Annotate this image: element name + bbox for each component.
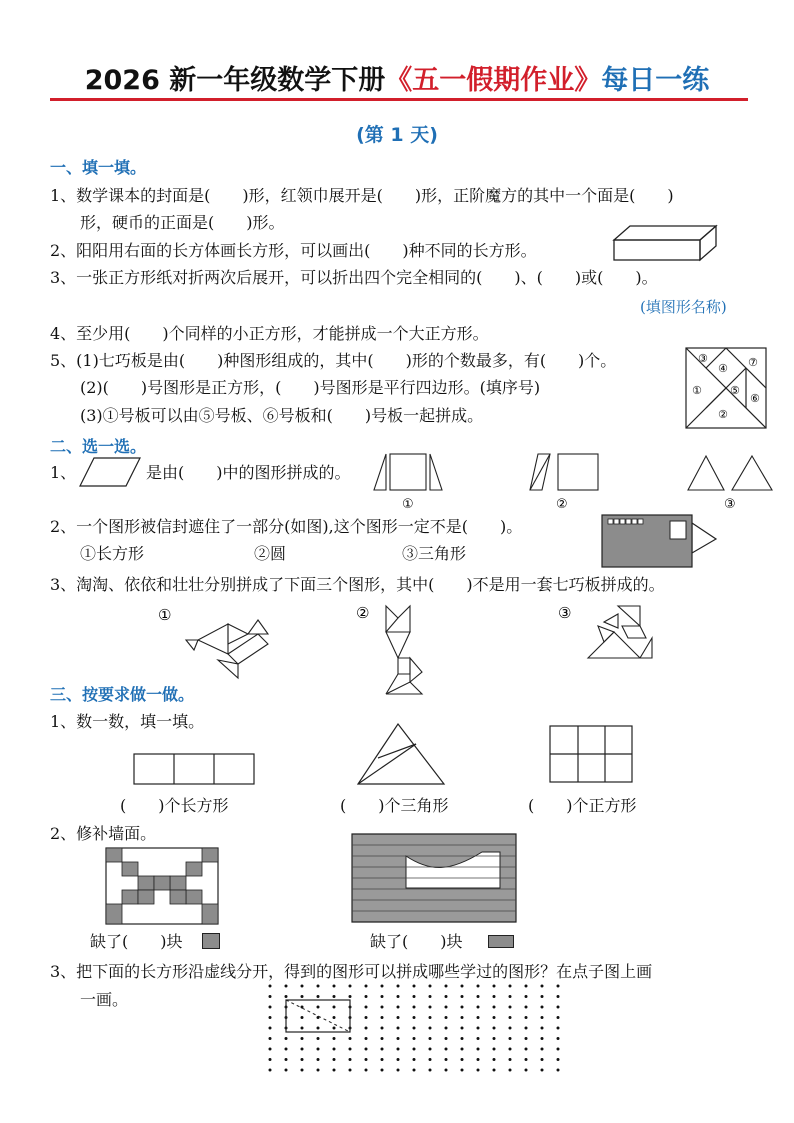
- grid-dot: [541, 1027, 544, 1030]
- grid-dot: [525, 985, 528, 988]
- grid-dot: [381, 1037, 384, 1040]
- do-q1-b: ( )个三角形: [340, 796, 449, 815]
- grid-dot: [381, 1069, 384, 1072]
- grid-dot: [349, 1069, 352, 1072]
- grid-dot: [525, 1027, 528, 1030]
- grid-dot: [413, 995, 416, 998]
- grid-dot: [301, 1037, 304, 1040]
- fill-q5-line2: (2)( )号图形是正方形，( )号图形是平行四边形。(填序号): [80, 378, 541, 397]
- grid-dot: [541, 1048, 544, 1051]
- do-q3-line2: 一画。: [80, 990, 129, 1009]
- grid-dot: [397, 1069, 400, 1072]
- grid-dot: [333, 1058, 336, 1061]
- choose-option-2-figure: [528, 452, 608, 510]
- tangram-label-1: ①: [692, 384, 702, 397]
- grid-dot: [349, 1058, 352, 1061]
- grid-dot: [445, 1069, 448, 1072]
- grid-dot: [349, 995, 352, 998]
- fill-q1-line2: 形，硬币的正面是( )形。: [80, 213, 285, 232]
- grid-dot: [461, 1037, 464, 1040]
- grid-dot: [445, 1027, 448, 1030]
- fill-q4: 4、至少用( )个同样的小正方形，才能拼成一个大正方形。: [50, 324, 489, 343]
- grid-dot: [285, 995, 288, 998]
- grid-dot: [541, 985, 544, 988]
- grid-dot: [365, 995, 368, 998]
- grid-dot: [461, 1027, 464, 1030]
- grid-dot: [365, 1016, 368, 1019]
- grid-dot: [429, 1048, 432, 1051]
- dot-grid[interactable]: [264, 984, 552, 1072]
- grid-dot: [269, 1006, 272, 1009]
- grid-dot: [413, 1016, 416, 1019]
- grid-dot: [333, 1037, 336, 1040]
- choose-q1-num: 1、: [50, 463, 77, 482]
- grid-dot: [269, 1016, 272, 1019]
- wall-2-figure: [350, 832, 518, 924]
- grid-dot: [381, 1006, 384, 1009]
- grid-dot: [525, 1016, 528, 1019]
- fill-q5-line1: 5、(1)七巧板是由( )种图形组成的，其中( )形的个数最多，有( )个。: [50, 351, 617, 370]
- grid-dot: [365, 1058, 368, 1061]
- grid-dot: [541, 1058, 544, 1061]
- grid-dot: [477, 1016, 480, 1019]
- grid-dot: [541, 1069, 544, 1072]
- grid-dot: [557, 985, 560, 988]
- grid-dot: [365, 1006, 368, 1009]
- grid-dot: [525, 1037, 528, 1040]
- grid-dot: [365, 1037, 368, 1040]
- grid-dot: [557, 1069, 560, 1072]
- do-q2: 2、修补墙面。: [50, 824, 157, 843]
- grid-dot: [365, 1069, 368, 1072]
- grid-dot: [445, 1048, 448, 1051]
- section-choose: 二、选一选。: [50, 437, 147, 456]
- grid-dot: [525, 1048, 528, 1051]
- grid-dot: [397, 1027, 400, 1030]
- grid-dot: [509, 1006, 512, 1009]
- grid-dot: [333, 1006, 336, 1009]
- grid-dot: [301, 1027, 304, 1030]
- grid-dot: [269, 1069, 272, 1072]
- grid-dot: [365, 1027, 368, 1030]
- fill-q2: 2、阳阳用右面的长方体画长方形，可以画出( )种不同的长方形。: [50, 241, 537, 260]
- grid-dot: [541, 1016, 544, 1019]
- page-title: [0, 58, 794, 97]
- do-q2-a: 缺了( )块: [90, 932, 183, 951]
- option-1-label: ①: [402, 497, 414, 512]
- choose-q2: 2、一个图形被信封遮住了一部分(如图),这个图形一定不是( )。: [50, 517, 523, 536]
- grid-dot: [397, 1037, 400, 1040]
- grid-dot: [301, 1016, 304, 1019]
- grid-dot: [317, 1058, 320, 1061]
- grid-dot: [317, 985, 320, 988]
- grid-dot: [461, 995, 464, 998]
- grid-dot: [557, 1006, 560, 1009]
- q3-option-2-label: ②: [356, 604, 370, 622]
- grid-dot: [525, 995, 528, 998]
- grid-dot: [461, 1069, 464, 1072]
- grid-dot: [381, 985, 384, 988]
- grid-dot: [493, 1058, 496, 1061]
- grid-dot: [397, 1006, 400, 1009]
- grid-dot: [317, 1069, 320, 1072]
- grid-dot: [429, 985, 432, 988]
- grid-dot: [397, 985, 400, 988]
- grid-dot: [557, 995, 560, 998]
- do-q3-line1: 3、把下面的长方形沿虚线分开，得到的图形可以拼成哪些学过的图形？在点子图上画: [50, 962, 653, 981]
- grid-dot: [509, 1027, 512, 1030]
- grid-dot: [429, 1016, 432, 1019]
- grid-dot: [269, 985, 272, 988]
- q3-option-3-label: ③: [558, 604, 572, 622]
- grid-dot: [445, 995, 448, 998]
- choose-q2-opt1: ①长方形: [80, 544, 145, 563]
- grid-dot: [461, 1016, 464, 1019]
- grid-dot: [509, 1037, 512, 1040]
- grid-dot: [557, 1016, 560, 1019]
- grid-dot: [461, 1058, 464, 1061]
- grid-dot: [397, 995, 400, 998]
- envelope-figure: [600, 513, 720, 569]
- grid-dot: [285, 985, 288, 988]
- cuboid-figure: [610, 222, 720, 264]
- grid-dot: [269, 1027, 272, 1030]
- title-underline: [50, 98, 748, 101]
- grid-dot: [381, 1016, 384, 1019]
- grid-dot: [429, 1027, 432, 1030]
- grid-dot: [317, 995, 320, 998]
- choose-q2-opt3: ③三角形: [402, 544, 467, 563]
- grid-dot: [429, 1058, 432, 1061]
- tangram-label-7: ⑦: [748, 356, 758, 369]
- grid-dot: [397, 1058, 400, 1061]
- grid-dot: [429, 1037, 432, 1040]
- grid-dot: [301, 995, 304, 998]
- triangles-figure: [356, 722, 448, 788]
- grid-dot: [493, 1006, 496, 1009]
- grid-dot: [413, 1069, 416, 1072]
- grid-dot: [285, 1058, 288, 1061]
- grid-dot: [445, 1037, 448, 1040]
- grid-dot: [477, 985, 480, 988]
- grid-dot: [301, 1069, 304, 1072]
- grid-dot: [285, 1048, 288, 1051]
- grid-dot: [509, 995, 512, 998]
- grid-dot: [509, 1016, 512, 1019]
- grid-dot: [509, 1048, 512, 1051]
- grid-dot: [317, 1006, 320, 1009]
- section-do: 三、按要求做一做。: [50, 685, 195, 704]
- grid-dot: [477, 1058, 480, 1061]
- grid-dot: [333, 1027, 336, 1030]
- fill-q3-note: (填图形名称): [640, 298, 727, 316]
- fill-q3: 3、一张正方形纸对折两次后展开，可以折出四个完全相同的( )、( )或( )。: [50, 268, 658, 287]
- title-part-1: 2026 新一年级数学下册: [84, 65, 386, 96]
- grid-dot: [397, 1048, 400, 1051]
- grid-dot: [301, 985, 304, 988]
- tangram-label-5: ⑤: [730, 384, 740, 397]
- tangram-label-6: ⑥: [750, 392, 760, 405]
- choose-q3: 3、淘淘、依依和壮壮分别拼成了下面三个图形，其中( )不是用一套七巧板拼成的。: [50, 575, 665, 594]
- grid-dot: [557, 1037, 560, 1040]
- grid-dot: [429, 995, 432, 998]
- section-fill: 一、填一填。: [50, 158, 147, 177]
- grid-dot: [413, 1058, 416, 1061]
- grid-dot: [333, 1069, 336, 1072]
- grid-dot: [413, 1006, 416, 1009]
- grid-dot: [509, 1058, 512, 1061]
- fill-q1-line1: 1、数学课本的封面是( )形，红领巾展开是( )形，正阶魔方的其中一个面是( ): [50, 186, 674, 205]
- grid-dot: [429, 1006, 432, 1009]
- fill-q5-line3: (3)①号板可以由⑤号板、⑥号板和( )号板一起拼成。: [80, 406, 484, 425]
- choose-q3-figure-3: [558, 602, 668, 668]
- grid-dot: [525, 1069, 528, 1072]
- grid-dot: [509, 985, 512, 988]
- grid-dot: [285, 1037, 288, 1040]
- wall-1-brick-legend: [202, 933, 220, 949]
- grid-dot: [557, 1027, 560, 1030]
- grid-dot: [365, 1048, 368, 1051]
- grid-dot: [381, 1058, 384, 1061]
- grid-dot: [269, 1048, 272, 1051]
- grid-dot: [413, 1048, 416, 1051]
- grid-dot: [317, 1027, 320, 1030]
- wall-1-figure: [104, 846, 224, 928]
- grid-dot: [461, 1048, 464, 1051]
- grid-dot: [477, 1048, 480, 1051]
- parallelogram-figure: [80, 456, 142, 488]
- grid-dot: [477, 1037, 480, 1040]
- grid-dot: [333, 985, 336, 988]
- do-q2-b: 缺了( )块: [370, 932, 463, 951]
- grid-dot: [477, 1027, 480, 1030]
- grid-dot: [349, 985, 352, 988]
- grid-dot: [493, 995, 496, 998]
- grid-dot: [461, 985, 464, 988]
- grid-dot: [413, 1037, 416, 1040]
- tangram-label-3: ③: [698, 352, 708, 365]
- grid-dot: [333, 1048, 336, 1051]
- grid-dot: [493, 1027, 496, 1030]
- choose-option-1-figure: [372, 452, 452, 510]
- grid-dot: [429, 1069, 432, 1072]
- choose-q3-figure-2: [356, 602, 446, 698]
- grid-dot: [461, 1006, 464, 1009]
- grid-dot: [525, 1006, 528, 1009]
- day-label: (第 1 天): [356, 124, 438, 146]
- grid-dot: [541, 995, 544, 998]
- grid-dot: [557, 1058, 560, 1061]
- grid-dot: [269, 1058, 272, 1061]
- grid-dot: [301, 1058, 304, 1061]
- grid-dot: [301, 1048, 304, 1051]
- grid-dot: [413, 985, 416, 988]
- grid-dot: [333, 1016, 336, 1019]
- tangram-square: [686, 348, 766, 428]
- grid-dot: [349, 1048, 352, 1051]
- grid-dot: [317, 1037, 320, 1040]
- squares-figure: [548, 724, 636, 786]
- do-q1-c: ( )个正方形: [528, 796, 637, 815]
- grid-dot: [285, 1069, 288, 1072]
- grid-dot: [365, 985, 368, 988]
- grid-dot: [333, 995, 336, 998]
- title-part-2: 《五一假期作业》: [385, 65, 602, 96]
- grid-dot: [445, 1016, 448, 1019]
- tangram-label-2: ②: [718, 408, 728, 421]
- grid-dot: [541, 1037, 544, 1040]
- grid-dot: [349, 1037, 352, 1040]
- grid-dot: [445, 1006, 448, 1009]
- grid-dot: [445, 985, 448, 988]
- title-part-3: 每日一练: [601, 65, 710, 96]
- grid-dot: [269, 995, 272, 998]
- option-3-label: ③: [724, 497, 736, 512]
- choose-option-3-figure: [688, 452, 778, 510]
- grid-dot: [493, 985, 496, 988]
- grid-dot: [557, 1048, 560, 1051]
- grid-dot: [381, 1048, 384, 1051]
- tangram-label-4: ④: [718, 362, 728, 375]
- q3-option-1-label: ①: [158, 606, 172, 624]
- grid-dot: [509, 1069, 512, 1072]
- do-q1-a: ( )个长方形: [120, 796, 229, 815]
- grid-dot: [477, 995, 480, 998]
- grid-dot: [477, 1006, 480, 1009]
- choose-q3-figure-1: [158, 604, 278, 680]
- grid-dot: [477, 1069, 480, 1072]
- grid-dot: [493, 1048, 496, 1051]
- wall-2-brick-legend: [488, 935, 514, 948]
- do-q1: 1、数一数，填一填。: [50, 712, 205, 731]
- grid-dot: [493, 1037, 496, 1040]
- grid-dot: [541, 1006, 544, 1009]
- grid-dot: [525, 1058, 528, 1061]
- rectangles-figure: [132, 752, 258, 786]
- grid-dot: [413, 1027, 416, 1030]
- grid-dot: [493, 1016, 496, 1019]
- choose-q1-text: 是由( )中的图形拼成的。: [146, 463, 351, 482]
- grid-dot: [381, 1027, 384, 1030]
- grid-dot: [493, 1069, 496, 1072]
- option-2-label: ②: [556, 497, 568, 512]
- grid-dot: [317, 1048, 320, 1051]
- grid-dot: [397, 1016, 400, 1019]
- grid-dot: [381, 995, 384, 998]
- grid-dot: [269, 1037, 272, 1040]
- grid-dot: [445, 1058, 448, 1061]
- choose-q2-opt2: ②圆: [254, 544, 287, 563]
